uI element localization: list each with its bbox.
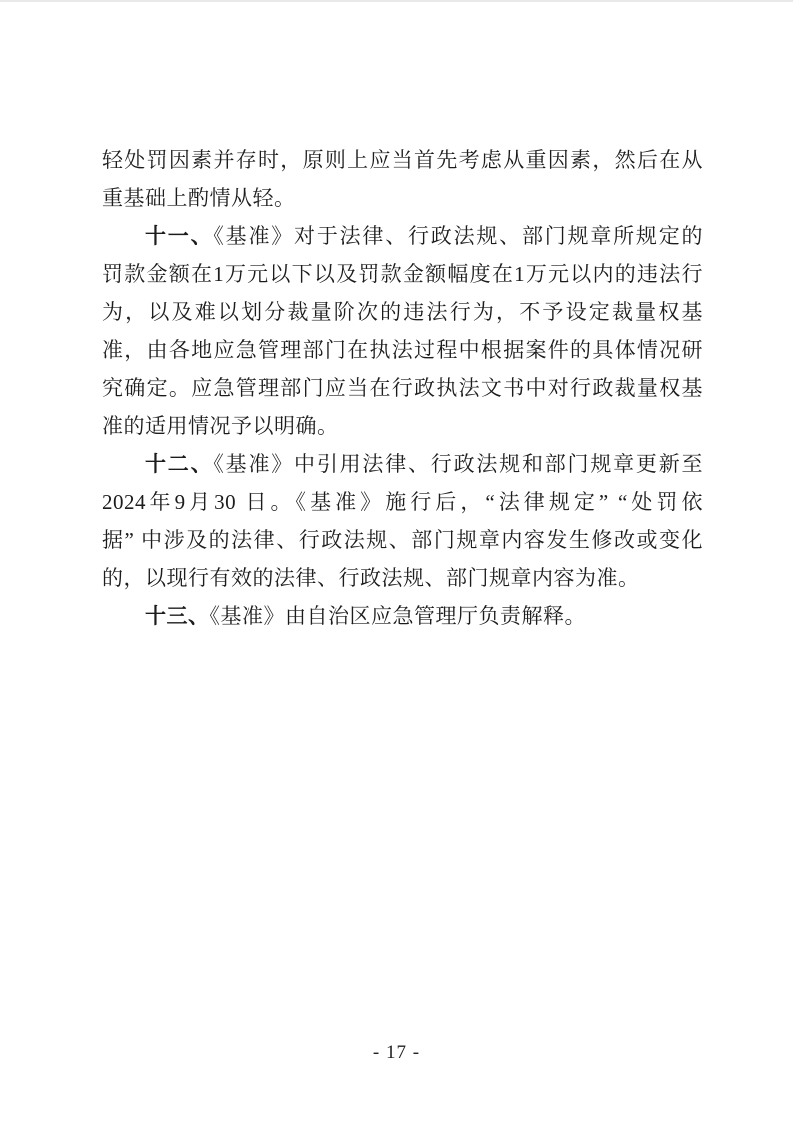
text-line-span: 《基准》由自治区应急管理厅负责解释。: [209, 604, 586, 628]
text-line: 的，以现行有效的法律、行政法规、部门规章内容为准。: [102, 566, 640, 590]
page-number: - 17 -: [372, 1042, 421, 1063]
item-ordinal: 十三、: [145, 604, 210, 628]
text-line-span: 《基准》对于法律、行政法规、部门规章所规定的: [213, 224, 703, 248]
text-line-item-12: [102, 445, 703, 483]
text-line-item-11: [102, 217, 703, 255]
text-line: 罚款金额在1万元以下以及罚款金额幅度在1万元以内的违法行: [102, 262, 703, 286]
body-text-block: [102, 141, 703, 635]
item-ordinal: 十一、: [145, 224, 214, 248]
item-ordinal: 十二、: [145, 452, 214, 476]
text-line: 究确定。应急管理部门应当在行政执法文书中对行政裁量权基: [102, 376, 703, 400]
text-line: 据” 中涉及的法律、行政法规、部门规章内容发生修改或变化: [102, 528, 703, 552]
text-line: 重基础上酌情从轻。: [102, 186, 296, 210]
text-line: 轻处罚因素并存时，原则上应当首先考虑从重因素，然后在从: [102, 148, 703, 172]
text-line: 为，以及难以划分裁量阶次的违法行为，不予设定裁量权基: [102, 300, 703, 324]
scan-edge-line: [0, 0, 793, 2]
text-line-item-13: [102, 597, 703, 635]
text-line: 2024年9月30 日。《基准》施行后，“法律规定” “处罚依: [102, 490, 703, 514]
text-line-span: 《基准》中引用法律、行政法规和部门规章更新至: [213, 452, 703, 476]
text-line: 准，由各地应急管理部门在执法过程中根据案件的具体情况研: [102, 338, 703, 362]
text-line: 准的适用情况予以明确。: [102, 414, 339, 438]
